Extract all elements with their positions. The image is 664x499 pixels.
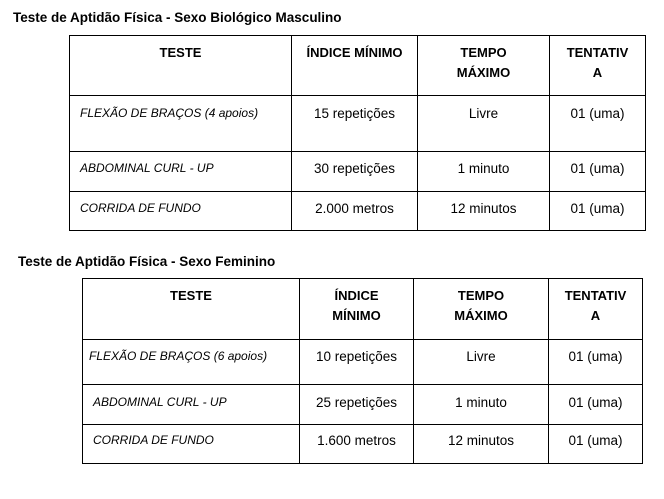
attempt-cell: 01 (uma) [550, 192, 646, 231]
header-max-time-line1: TEMPO [460, 45, 507, 60]
header-min-index [292, 36, 418, 96]
min-index-cell: 2.000 metros [292, 192, 418, 231]
header-max-time [418, 36, 550, 96]
test-name-cell: CORRIDA DE FUNDO [70, 192, 292, 231]
header-min-index-line1: ÍNDICE MÍNIMO [306, 45, 403, 60]
table-row [70, 152, 646, 192]
header-test: TESTE [70, 36, 292, 96]
header-attempt [549, 279, 643, 340]
table-header-row [83, 279, 643, 340]
attempt-cell: 01 (uma) [550, 152, 646, 192]
max-time-cell: 12 minutos [414, 425, 549, 464]
header-min-index-line2: MÍNIMO [332, 308, 381, 323]
header-attempt [550, 36, 646, 96]
table-row [70, 96, 646, 152]
test-name-cell: FLEXÃO DE BRAÇOS (4 apoios) [70, 96, 292, 152]
attempt-cell: 01 (uma) [550, 96, 646, 152]
min-index-cell: 30 repetições [292, 152, 418, 192]
header-min-index-line1: ÍNDICE [334, 288, 379, 303]
max-time-cell: 12 minutos [418, 192, 550, 231]
min-index-cell: 25 repetições [300, 385, 414, 425]
test-name-cell: ABDOMINAL CURL - UP [70, 152, 292, 192]
attempt-cell: 01 (uma) [549, 425, 643, 464]
header-max-time-line2: MÁXIMO [454, 308, 508, 323]
header-max-time-line2: MÁXIMO [456, 65, 511, 80]
attempt-cell: 01 (uma) [549, 385, 643, 425]
table-header-row [70, 36, 646, 96]
max-time-cell: Livre [418, 96, 550, 152]
header-test: TESTE [83, 279, 300, 340]
fitness-table-female [82, 278, 643, 464]
min-index-cell: 15 repetições [292, 96, 418, 152]
min-index-cell: 10 repetições [300, 340, 414, 385]
header-max-time [414, 279, 549, 340]
header-attempt-line2: A [592, 65, 603, 80]
max-time-cell: Livre [414, 340, 549, 385]
header-max-time-line1: TEMPO [457, 288, 505, 303]
test-name-cell: ABDOMINAL CURL - UP [83, 385, 300, 425]
table-row [83, 425, 643, 464]
max-time-cell: 1 minuto [414, 385, 549, 425]
test-name-cell: CORRIDA DE FUNDO [83, 425, 300, 464]
header-attempt-line2: A [590, 308, 601, 323]
attempt-cell: 01 (uma) [549, 340, 643, 385]
header-min-index [300, 279, 414, 340]
table-title-male: Teste de Aptidão Física - Sexo Biológico Masculino [13, 10, 342, 25]
header-attempt-line1: TENTATIV [564, 288, 627, 303]
table-row [70, 192, 646, 231]
fitness-table-male [69, 35, 646, 231]
header-attempt-line1: TENTATIV [566, 45, 629, 60]
test-name-cell: FLEXÃO DE BRAÇOS (6 apoios) [83, 340, 300, 385]
max-time-cell: 1 minuto [418, 152, 550, 192]
table-title-female: Teste de Aptidão Física - Sexo Feminino [18, 254, 276, 269]
table-row [83, 340, 643, 385]
min-index-cell: 1.600 metros [300, 425, 414, 464]
table-row [83, 385, 643, 425]
